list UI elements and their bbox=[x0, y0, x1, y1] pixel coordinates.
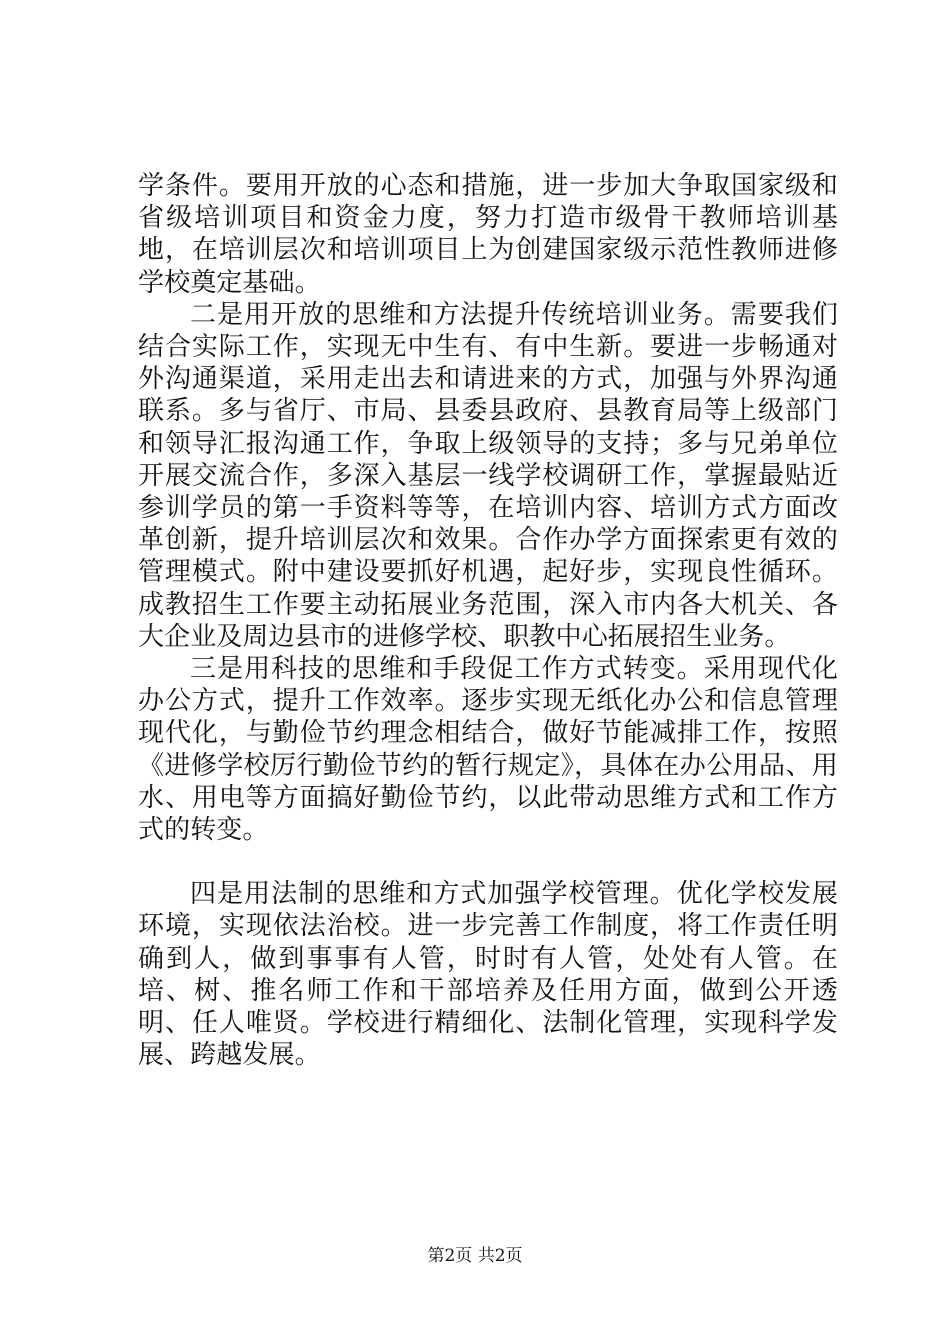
document-body bbox=[138, 170, 838, 1071]
page-number-footer: 第2页 共2页 bbox=[427, 1246, 523, 1266]
paragraph-continuation: 学条件。要用开放的心态和措施，进一步加大争取国家级和省级培训项目和资金力度，努力打造市级骨干教师培训基地，在培训层次和培训项目上为创建国家级示范性教师进修学校奠定基础。 bbox=[138, 171, 838, 298]
paragraph-point-three: 三是用科技的思维和手段促工作方式转变。采用现代化办公方式，提升工作效率。逐步实现无纸化办公和信息管理现代化，与勤俭节约理念相结合，做好节能减排工作，按照《进修学校厉行勤俭节约的暂行规定》，具体在办公用品、用水、用电等方面搞好勤俭节约，以此带动思维方式和工作方式的转变。 bbox=[138, 654, 838, 846]
paragraph-point-two: 二是用开放的思维和方法提升传统培训业务。需要我们结合实际工作，实现无中生有、有中生新。要进一步畅通对外沟通渠道，采用走出去和请进来的方式，加强与外界沟通联系。多与省厅、市局、县委县政府、县教育局等上级部门和领导汇报沟通工作，争取上级领导的支持；多与兄弟单位开展交流合作，多深入基层一线学校调研工作，掌握最贴近参训学员的第一手资料等等，在培训内容、培训方式方面改革创新，提升培训层次和效果。合作办学方面探索更有效的管理模式。附中建设要抓好机遇，起好步，实现良性循环。成教招生工作要主动拓展业务范围，深入市内各大机关、各大企业及周边县市的进修学校、职教中心拓展招生业务。 bbox=[138, 299, 838, 652]
paragraph-point-four: 四是用法制的思维和方式加强学校管理。优化学校发展环境，实现依法治校。进一步完善工作制度，将工作责任明确到人，做到事事有人管，时时有人管，处处有人管。在培、树、推名师工作和干部培养及任用方面，做到公开透明、任人唯贤。学校进行精细化、法制化管理，实现科学发展、跨越发展。 bbox=[138, 879, 838, 1071]
